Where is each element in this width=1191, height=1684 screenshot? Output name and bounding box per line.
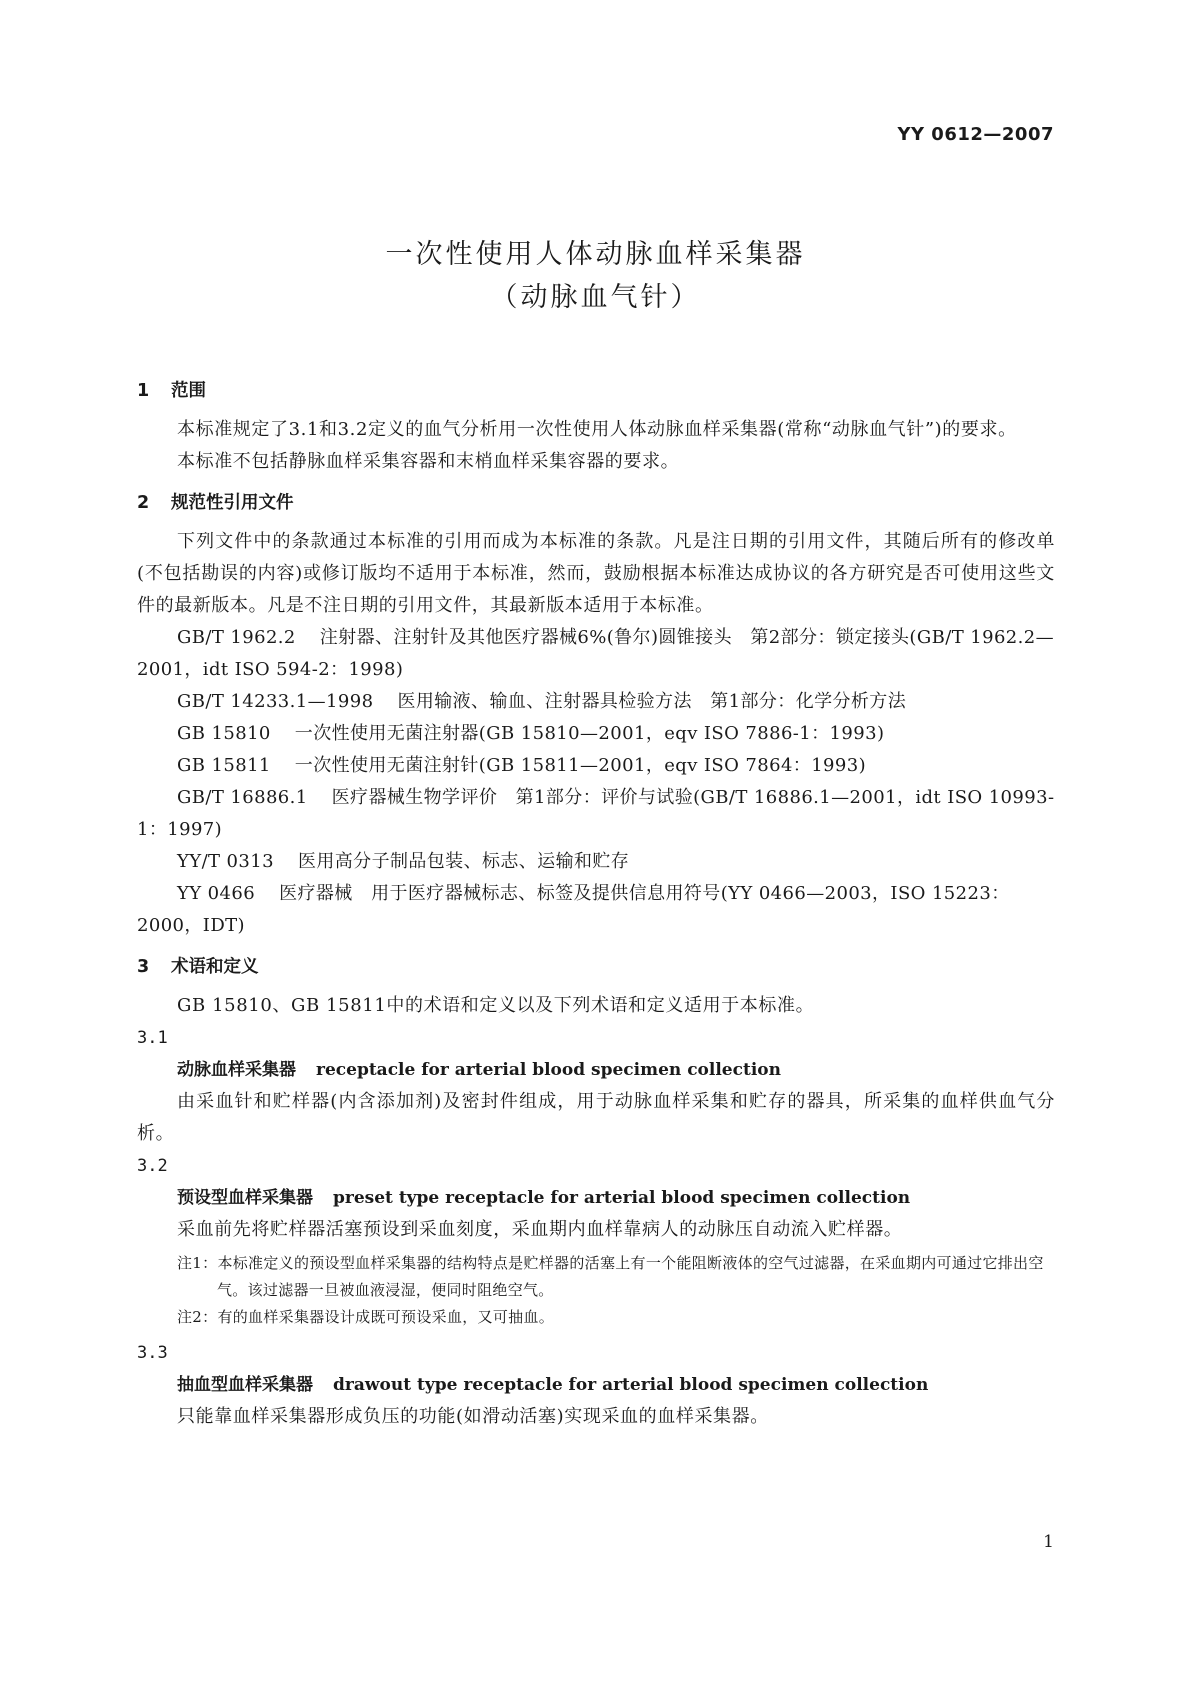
term-zh: 动脉血样采集器 (177, 1060, 296, 1080)
reference-text: 一次性使用无菌注射针(GB 15811—2001，eqv ISO 7864：1993) (294, 755, 867, 776)
section-heading-terms-definitions (137, 950, 1055, 984)
reference-item (137, 846, 1055, 878)
reference-code: GB/T 14233.1—1998 (177, 691, 374, 712)
reference-text: 一次性使用无菌注射器(GB 15810—2001，eqv ISO 7886-1：1993) (294, 723, 885, 744)
note: 注2：有的血样采集器设计成既可预设采血，又可抽血。 (177, 1308, 555, 1326)
reference-code: GB 15811 (177, 755, 271, 776)
term-definition: 采血前先将贮样器活塞预设到采血刻度，采血期内血样靠病人的动脉压自动流入贮样器。 (177, 1219, 903, 1240)
reference-text: 医用输液、输血、注射器具检验方法 第1部分：化学分析方法 (397, 691, 907, 712)
paragraph: 本标准规定了3.1和3.2定义的血气分析用一次性使用人体动脉血样采集器(常称“动脉血气针”)的要求。 (177, 419, 1017, 440)
section-number: 2 (137, 493, 150, 513)
reference-code: GB/T 1962.2 (177, 627, 296, 648)
reference-item (137, 782, 1055, 846)
term-number: 3.2 (137, 1156, 168, 1176)
reference-item (137, 622, 1055, 686)
reference-item (137, 686, 1055, 718)
reference-code: YY 0466 (177, 883, 256, 904)
paragraph: 下列文件中的条款通过本标准的引用而成为本标准的条款。凡是注日期的引用文件，其随后所有的修改单(不包括勘误的内容)或修订版均不适用于本标准，然而，鼓励根据本标准达成协议的各方研究是否可使用这些文件的最新版本。凡是不注日期的引用文件，其最新版本适用于本标准。 (137, 531, 1055, 616)
document-subtitle: （动脉血气针） (490, 282, 701, 313)
term-en: preset type receptacle for arterial blood specimen collection (333, 1188, 911, 1208)
page-number: 1 (1043, 1532, 1054, 1552)
section-title: 规范性引用文件 (171, 493, 294, 513)
term-number: 3.1 (137, 1028, 168, 1048)
document-title: 一次性使用人体动脉血样采集器 (385, 239, 806, 270)
paragraph: GB 15810、GB 15811中的术语和定义以及下列术语和定义适用于本标准。 (177, 995, 815, 1016)
section-title: 范围 (171, 381, 206, 401)
term-en: receptacle for arterial blood specimen collection (316, 1060, 781, 1080)
reference-item (137, 750, 1055, 782)
reference-item (137, 718, 1055, 750)
term-definition: 由采血针和贮样器(内含添加剂)及密封件组成，用于动脉血样采集和贮存的器具，所采集的血样供血气分析。 (137, 1091, 1055, 1144)
note: 注1：本标准定义的预设型血样采集器的结构特点是贮样器的活塞上有一个能阻断液体的空气过滤器，在采血期内可通过它排出空气。该过滤器一旦被血液浸湿，便同时阻绝空气。 (177, 1254, 1044, 1299)
term-definition: 只能靠血样采集器形成负压的功能(如滑动活塞)实现采血的血样采集器。 (177, 1406, 769, 1427)
term-heading (137, 1054, 1055, 1086)
section-heading-normative-references (137, 486, 1055, 520)
standard-code: YY 0612—2007 (897, 124, 1054, 145)
term-en: drawout type receptacle for arterial blood specimen collection (333, 1375, 929, 1395)
reference-text: 医用高分子制品包装、标志、运输和贮存 (297, 851, 630, 872)
term-zh: 抽血型血样采集器 (177, 1375, 313, 1395)
term-heading (137, 1369, 1055, 1401)
reference-code: YY/T 0313 (177, 851, 274, 872)
reference-text: 医疗器械生物学评价 第1部分：评价与试验(GB/T 16886.1—2001，idt ISO 10993-1：1997) (137, 787, 1055, 840)
reference-text: 注射器、注射针及其他医疗器械6%(鲁尔)圆锥接头 第2部分：锁定接头(GB/T 1962.2—2001，idt ISO 594-2：1998) (137, 627, 1055, 680)
paragraph: 本标准不包括静脉血样采集容器和末梢血样采集容器的要求。 (177, 451, 680, 472)
term-heading (137, 1182, 1055, 1214)
section-heading-scope (137, 374, 1055, 408)
section-number: 1 (137, 381, 150, 401)
reference-item (137, 878, 1055, 942)
reference-code: GB/T 16886.1 (177, 787, 308, 808)
reference-code: GB 15810 (177, 723, 271, 744)
section-number: 3 (137, 957, 150, 977)
section-title: 术语和定义 (171, 957, 259, 977)
document-body (137, 374, 1055, 1433)
reference-text: 医疗器械 用于医疗器械标志、标签及提供信息用符号(YY 0466—2003，ISO 15223：2000，IDT) (137, 883, 1010, 936)
term-zh: 预设型血样采集器 (177, 1188, 313, 1208)
term-number: 3.3 (137, 1343, 168, 1363)
